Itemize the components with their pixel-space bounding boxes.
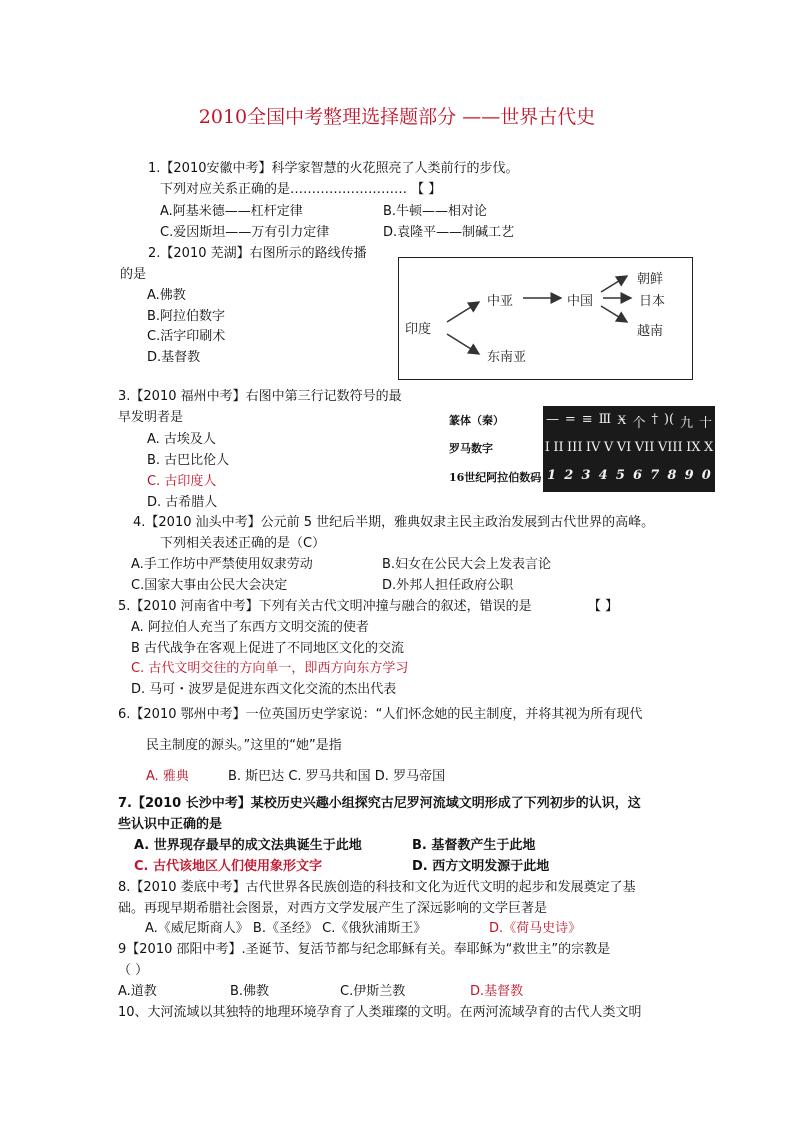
q4-option-a: A.手工作坊中严禁使用奴隶劳动 [131,557,313,572]
q4-option-b: B.妇女在公民大会上发表言论 [382,557,552,572]
arabic-numeral: 5 [615,468,625,483]
q3-option-c: C. 古印度人 [147,474,217,489]
node-southeast-asia: 东南亚 [487,350,527,365]
q9-option-d: D.基督教 [470,984,524,999]
table-label-roman: 罗马数字 [449,442,493,455]
q9-option-b: B.佛教 [230,984,270,999]
q3-option-a: A. 古埃及人 [147,432,216,447]
seal-glyph: 十 [698,416,712,431]
q4-stem-2: 下列相关表述正确的是（C） [160,536,326,551]
node-china: 中国 [567,294,594,309]
q9-stem: 9【2010 邵阳中考】.圣诞节、复活节都与纪念耶稣有关。奉耶稣为“救世主”的宗教是 [118,942,611,957]
q1-stem: 1.【2010安徽中考】科学家智慧的火花照亮了人类前行的步伐。 [148,161,519,176]
arabic-numeral: 0 [701,468,711,483]
arrow-india-central-asia [447,302,479,322]
node-vietnam: 越南 [637,324,664,339]
seal-glyph: — [545,412,559,427]
q2-option-b: B.阿拉伯数字 [147,309,226,324]
roman-numeral: VI [616,440,632,455]
node-central-asia: 中亚 [487,294,514,309]
q8-stem: 8.【2010 娄底中考】古代世界各民族创造的科技和文化为近代文明的起步和发展奠定了基 [118,880,636,895]
roman-glyph-row [543,440,715,455]
q6-options-rest: B. 斯巴达 C. 罗马共和国 D. 罗马帝国 [228,769,446,784]
q5-stem: 5.【2010 河南省中考】下列有关古代文明冲撞与融合的叙述，错误的是 [118,599,532,614]
seal-glyph: Ⅲ [598,412,612,427]
seal-glyph: 个 [632,416,646,431]
arabic-glyph-row [543,468,715,483]
q6-option-a: A. 雅典 [146,769,189,784]
q3-option-b: B. 古巴比伦人 [147,453,230,468]
q2-stem-2: 的是 [120,267,147,282]
spread-route-diagram [398,257,693,380]
roman-numeral: II [553,440,564,455]
seal-glyph: 九 [680,416,694,431]
roman-numeral: III [567,440,583,455]
q9-stem-2: （ ） [118,963,149,978]
q5-option-d: D. 马可・波罗是促进东西文化交流的杰出代表 [131,682,397,697]
roman-numeral: IV [585,440,601,455]
q1-option-c: C.爱因斯坦——万有引力定律 [160,225,330,240]
numerals-dark-panel [543,406,715,492]
q7-option-a: A. 世界现存最早的成文法典诞生于此地 [134,838,362,853]
q4-stem: 4.【2010 汕头中考】公元前 5 世纪后半期，雅典奴隶主民主政治发展到古代世界的高峰。 [133,515,655,530]
q1-option-a: A.阿基米德——杠杆定律 [160,204,303,219]
arrow-china-korea [601,276,627,292]
q7-stem-2: 些认识中正确的是 [118,817,223,832]
arabic-numeral: 9 [684,468,694,483]
q5-bracket: 【 】 [588,599,619,614]
q2-option-a: A.佛教 [147,288,186,303]
q5-option-a: A. 阿拉伯人充当了东西方文明交流的使者 [131,620,369,635]
arabic-numeral: 7 [650,468,660,483]
seal-glyph: † [651,412,658,427]
table-label-arabic: 16世纪阿拉伯数码 [449,471,542,484]
roman-numeral: VII [634,440,655,455]
q7-option-b: B. 基督教产生于此地 [412,838,536,853]
arrow-china-vietnam [601,306,627,322]
q1-option-d: D.袁隆平——制碱工艺 [383,225,515,240]
node-korea: 朝鲜 [637,272,664,287]
arabic-numeral: 4 [598,468,608,483]
seal-glyph: ≡ [581,412,593,427]
q8-option-d: D.《荷马史诗》 [489,921,582,936]
q2-stem: 2.【2010 芜湖】右图所示的路线传播 [148,246,367,261]
q6-stem: 6.【2010 鄂州中考】一位英国历史学家说：“人们怀念她的民主制度，并将其视为所有现代 [118,707,643,722]
roman-numeral: VIII [657,440,683,455]
node-india: 印度 [405,322,432,337]
q1-stem-2: 下列对应关系正确的是……………………… 【 】 [160,182,442,197]
q8-stem-2: 础。再现早期希腊社会图景，对西方文学发展产生了深远影响的文学巨著是 [118,901,548,916]
page-title: 2010全国中考整理选择题部分 ——世界古代史 [198,106,596,128]
roman-numeral: V [603,440,614,455]
q3-option-d: D. 古希腊人 [147,495,218,510]
q7-stem: 7.【2010 长沙中考】某校历史兴趣小组探究古尼罗河流域文明形成了下列初步的认识，这 [118,796,641,811]
q4-option-c: C.国家大事由公民大会决定 [131,578,288,593]
numerals-table [445,406,715,492]
roman-numeral: X [703,440,714,455]
q7-option-c: C. 古代该地区人们使用象形文字 [134,859,323,874]
arabic-numeral: 3 [581,468,591,483]
q6-stem-2: 民主制度的源头。”这里的“她”是指 [146,738,342,753]
q5-option-c: C. 古代文明交往的方向单一，即西方向东方学习 [131,661,409,676]
arabic-numeral: 6 [633,468,643,483]
seal-glyph: )( [663,412,675,427]
seal-glyph: = [564,412,576,427]
seal-glyph: Ӿ [617,413,627,428]
q7-option-d: D. 西方文明发源于此地 [412,859,550,874]
q5-option-b: B 古代战争在客观上促进了不同地区文化的交流 [131,641,405,656]
q3-stem: 3.【2010 福州中考】右图中第三行记数符号的最 [118,389,402,404]
table-label-seal: 篆体（秦） [449,414,504,427]
roman-numeral: IX [686,440,701,455]
q9-option-c: C.伊斯兰教 [340,984,406,999]
arabic-numeral: 8 [667,468,677,483]
q2-option-c: C.活字印刷术 [147,329,226,344]
q2-option-d: D.基督教 [147,350,201,365]
arabic-numeral: 2 [564,468,574,483]
arabic-numeral: 1 [547,468,557,483]
seal-glyph-row [543,412,715,431]
arrow-india-southeast-asia [447,334,479,354]
q9-option-a: A.道教 [118,984,157,999]
roman-numeral: I [544,440,550,455]
q1-option-b: B.牛顿——相对论 [383,204,488,219]
node-japan: 日本 [639,294,666,309]
q3-stem-2: 早发明者是 [118,410,184,425]
q10-stem: 10、大河流域以其独特的地理环境孕育了人类璀璨的文明。在两河流域孕育的古代人类文明 [118,1005,642,1020]
q4-option-d: D.外邦人担任政府公职 [382,578,514,593]
q8-options-abc: A.《威尼斯商人》 B.《圣经》 C.《俄狄浦斯王》 [145,921,427,936]
